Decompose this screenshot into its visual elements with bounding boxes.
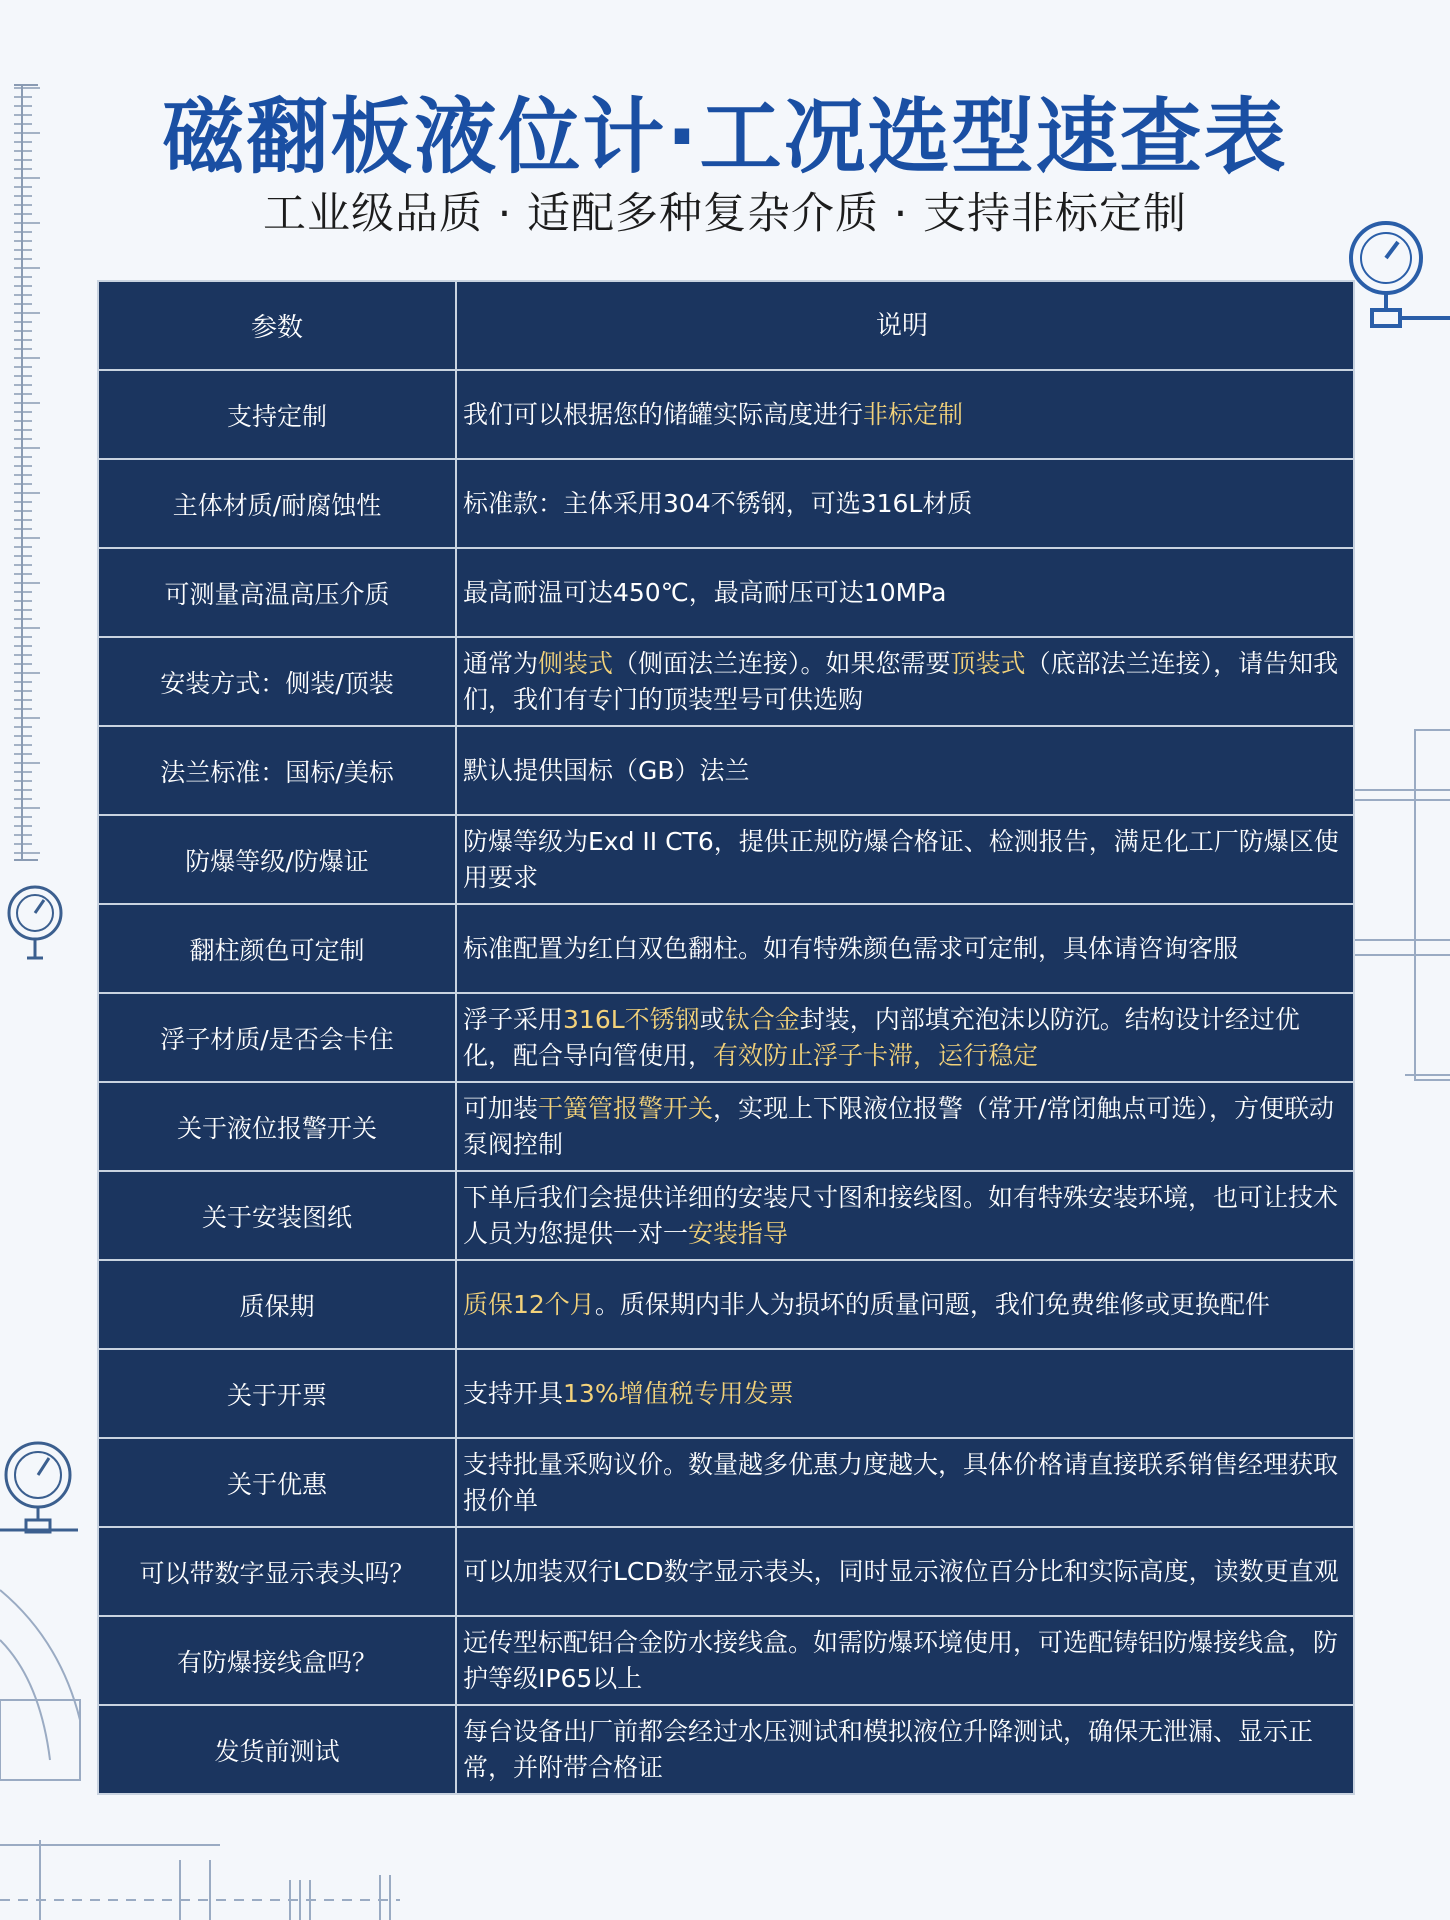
param-cell: 发货前测试 <box>98 1705 456 1794</box>
param-cell: 安装方式：侧装/顶装 <box>98 637 456 726</box>
desc-text: 或 <box>699 1004 725 1034</box>
table-row <box>98 1082 1354 1171</box>
pressure-gauge-icon <box>0 1443 78 1532</box>
desc-cell <box>456 1527 1354 1616</box>
desc-text: ，实现上下限液位报警（常开/常闭触点可选），方便联动泵阀控制 <box>463 1093 1334 1159</box>
page-subtitle: 工业级品质 · 适配多种复杂介质 · 支持非标定制 <box>262 189 1187 239</box>
param-cell: 可以带数字显示表头吗？ <box>98 1527 456 1616</box>
desc-cell <box>456 637 1354 726</box>
param-cell: 关于优惠 <box>98 1438 456 1527</box>
spec-table <box>97 280 1355 1795</box>
desc-text: （底部法兰连接），请告知我们，我们有专门的顶装型号可供选购 <box>463 648 1339 714</box>
desc-text: 每台设备出厂前都会经过水压测试和模拟液位升降测试，确保无泄漏、显示正常，并附带合格证 <box>463 1716 1314 1782</box>
param-cell: 质保期 <box>98 1260 456 1349</box>
desc-text: 支持开具 <box>463 1378 564 1408</box>
desc-text: 封装，内部填充泡沫以防沉。结构设计经过优化，配合导向管使用， <box>463 1004 1300 1070</box>
desc-cell <box>456 459 1354 548</box>
desc-cell <box>456 815 1354 904</box>
table-row <box>98 637 1354 726</box>
desc-cell <box>456 1260 1354 1349</box>
desc-cell <box>456 370 1354 459</box>
param-cell: 关于安装图纸 <box>98 1171 456 1260</box>
highlight-text: 顶装式 <box>950 648 1026 678</box>
param-cell: 支持定制 <box>98 370 456 459</box>
blueprint-lines <box>1355 730 1450 1080</box>
table-row <box>98 459 1354 548</box>
table-row <box>98 370 1354 459</box>
param-cell: 主体材质/耐腐蚀性 <box>98 459 456 548</box>
table-row <box>98 548 1354 637</box>
column-header-param: 参数 <box>98 281 456 370</box>
table-row <box>98 1616 1354 1705</box>
desc-text: 通常为 <box>463 648 539 678</box>
param-cell: 防爆等级/防爆证 <box>98 815 456 904</box>
param-cell: 关于液位报警开关 <box>98 1082 456 1171</box>
table-row <box>98 1260 1354 1349</box>
desc-text: 我们可以根据您的储罐实际高度进行 <box>463 399 864 429</box>
desc-cell <box>456 1082 1354 1171</box>
desc-text: 浮子采用 <box>463 1004 564 1034</box>
table-row <box>98 904 1354 993</box>
desc-cell <box>456 1349 1354 1438</box>
param-cell: 有防爆接线盒吗？ <box>98 1616 456 1705</box>
desc-text: 远传型标配铝合金防水接线盒。如需防爆环境使用，可选配铸铝防爆接线盒，防护等级IP65以上 <box>463 1627 1339 1693</box>
desc-text: 默认提供国标（GB）法兰 <box>463 755 750 785</box>
table-row <box>98 726 1354 815</box>
table-body <box>98 370 1354 1794</box>
table-row <box>98 1438 1354 1527</box>
highlight-text: 13%增值税专用发票 <box>563 1378 794 1408</box>
pressure-gauge-icon <box>9 887 61 958</box>
desc-text: 可加装 <box>463 1093 539 1123</box>
highlight-text: 质保12个月 <box>463 1289 595 1319</box>
param-cell: 浮子材质/是否会卡住 <box>98 993 456 1082</box>
table-row <box>98 815 1354 904</box>
column-header-desc: 说明 <box>456 281 1354 370</box>
desc-cell <box>456 1438 1354 1527</box>
desc-text: 标准款：主体采用304不锈钢，可选316L材质 <box>463 488 973 518</box>
desc-cell <box>456 726 1354 815</box>
highlight-text: 侧装式 <box>538 648 614 678</box>
highlight-text: 安装指导 <box>688 1218 789 1248</box>
desc-cell <box>456 1171 1354 1260</box>
desc-text: 最高耐温可达450℃，最高耐压可达10MPa <box>463 577 947 607</box>
desc-text: （侧面法兰连接）。如果您需要 <box>613 648 951 678</box>
desc-cell <box>456 1705 1354 1794</box>
desc-cell <box>456 548 1354 637</box>
table-row <box>98 1171 1354 1260</box>
highlight-text: 316L不锈钢 <box>563 1004 700 1034</box>
desc-text: 防爆等级为Exd II CT6，提供正规防爆合格证、检测报告，满足化工厂防爆区使用要求 <box>463 826 1339 892</box>
desc-cell <box>456 1616 1354 1705</box>
param-cell: 可测量高温高压介质 <box>98 548 456 637</box>
desc-text: 可以加装双行LCD数字显示表头，同时显示液位百分比和实际高度，读数更直观 <box>463 1556 1339 1586</box>
highlight-text: 干簧管报警开关 <box>538 1093 714 1123</box>
desc-cell <box>456 904 1354 993</box>
param-cell: 翻柱颜色可定制 <box>98 904 456 993</box>
desc-text: 下单后我们会提供详细的安装尺寸图和接线图。如有特殊安装环境，也可让技术人员为您提供一对一 <box>463 1182 1339 1248</box>
desc-text: 。质保期内非人为损坏的质量问题，我们免费维修或更换配件 <box>594 1289 1270 1319</box>
desc-text: 标准配置为红白双色翻柱。如有特殊颜色需求可定制，具体请咨询客服 <box>463 933 1239 963</box>
highlight-text: 钛合金 <box>724 1004 800 1034</box>
desc-text: 支持批量采购议价。数量越多优惠力度越大，具体价格请直接联系销售经理获取报价单 <box>463 1449 1339 1515</box>
table-row <box>98 1705 1354 1794</box>
param-cell: 关于开票 <box>98 1349 456 1438</box>
param-cell: 法兰标准：国标/美标 <box>98 726 456 815</box>
desc-cell <box>456 993 1354 1082</box>
highlight-text: 非标定制 <box>863 399 964 429</box>
table-row <box>98 993 1354 1082</box>
table-row <box>98 1527 1354 1616</box>
table-header-row <box>98 281 1354 370</box>
table-row <box>98 1349 1354 1438</box>
page-title: 磁翻板液位计·工况选型速查表 <box>162 90 1288 185</box>
highlight-text: 有效防止浮子卡滞，运行稳定 <box>713 1040 1039 1070</box>
table-header <box>98 281 1354 370</box>
